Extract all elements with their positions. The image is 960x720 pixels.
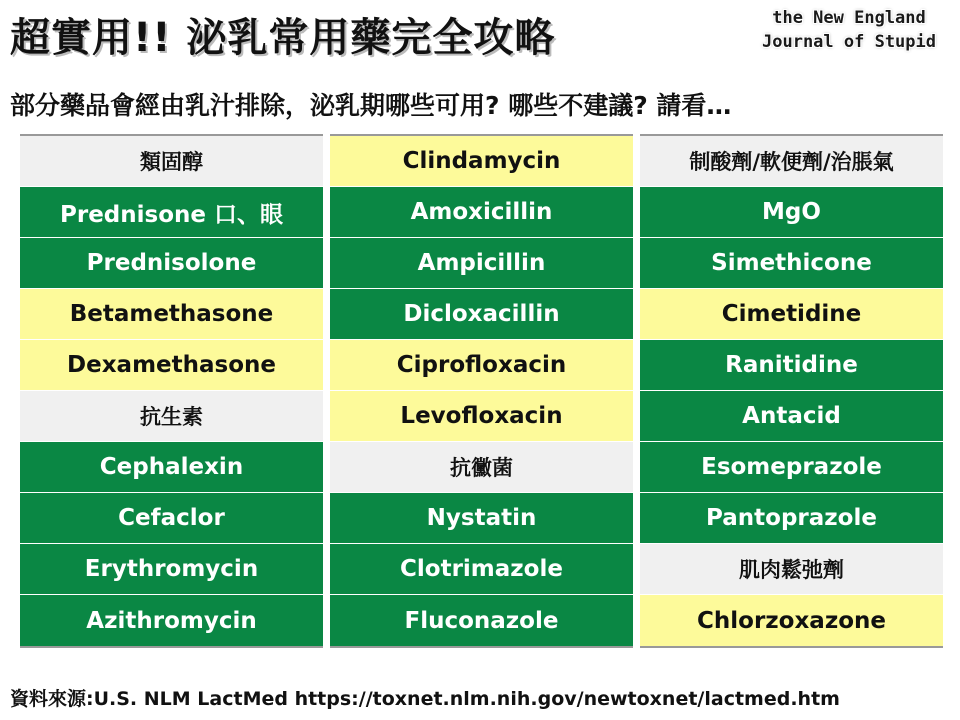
drug-cell: Ampicillin xyxy=(330,238,633,289)
drug-cell: Prednisone 口、眼 xyxy=(20,187,323,238)
source-citation: 資料來源:U.S. NLM LactMed https://toxnet.nlm.nih.gov/newtoxnet/lactmed.htm xyxy=(10,688,840,710)
drug-cell: Antacid xyxy=(640,391,943,442)
category-header: 抗生素 xyxy=(20,391,323,442)
drug-cell: Ranitidine xyxy=(640,340,943,391)
drug-cell: Esomeprazole xyxy=(640,442,943,493)
category-header: 抗黴菌 xyxy=(330,442,633,493)
drug-cell: Pantoprazole xyxy=(640,493,943,544)
journal-logo-line-1: the New England xyxy=(772,8,926,28)
drug-column-3 xyxy=(640,134,943,648)
drug-column-1 xyxy=(20,134,323,648)
category-header: 制酸劑/軟便劑/治脹氣 xyxy=(640,136,943,187)
drug-cell: Ciprofloxacin xyxy=(330,340,633,391)
drug-cell: Cefaclor xyxy=(20,493,323,544)
drug-cell: Azithromycin xyxy=(20,595,323,646)
drug-cell: MgO xyxy=(640,187,943,238)
drug-cell: Clotrimazole xyxy=(330,544,633,595)
category-header: 類固醇 xyxy=(20,136,323,187)
drug-cell: Erythromycin xyxy=(20,544,323,595)
drug-cell: Chlorzoxazone xyxy=(640,595,943,646)
drug-cell: Cimetidine xyxy=(640,289,943,340)
page-subtitle: 部分藥品會經由乳汁排除，泌乳期哪些可用? 哪些不建議? 請看… xyxy=(10,91,732,120)
drug-cell: Clindamycin xyxy=(330,136,633,187)
drug-cell: Simethicone xyxy=(640,238,943,289)
category-header: 肌肉鬆弛劑 xyxy=(640,544,943,595)
drug-cell: Levofloxacin xyxy=(330,391,633,442)
journal-logo-line-2: Journal of Stupid xyxy=(762,32,936,52)
journal-logo xyxy=(746,6,952,60)
drug-cell: Prednisolone xyxy=(20,238,323,289)
drug-cell: Amoxicillin xyxy=(330,187,633,238)
drug-cell: Nystatin xyxy=(330,493,633,544)
drug-cell: Betamethasone xyxy=(20,289,323,340)
drug-cell: Cephalexin xyxy=(20,442,323,493)
drug-column-2 xyxy=(330,134,633,648)
drug-cell: Dexamethasone xyxy=(20,340,323,391)
drug-cell: Fluconazole xyxy=(330,595,633,646)
drug-cell: Dicloxacillin xyxy=(330,289,633,340)
page-title: 超實用!! 泌乳常用藥完全攻略 xyxy=(10,15,556,61)
